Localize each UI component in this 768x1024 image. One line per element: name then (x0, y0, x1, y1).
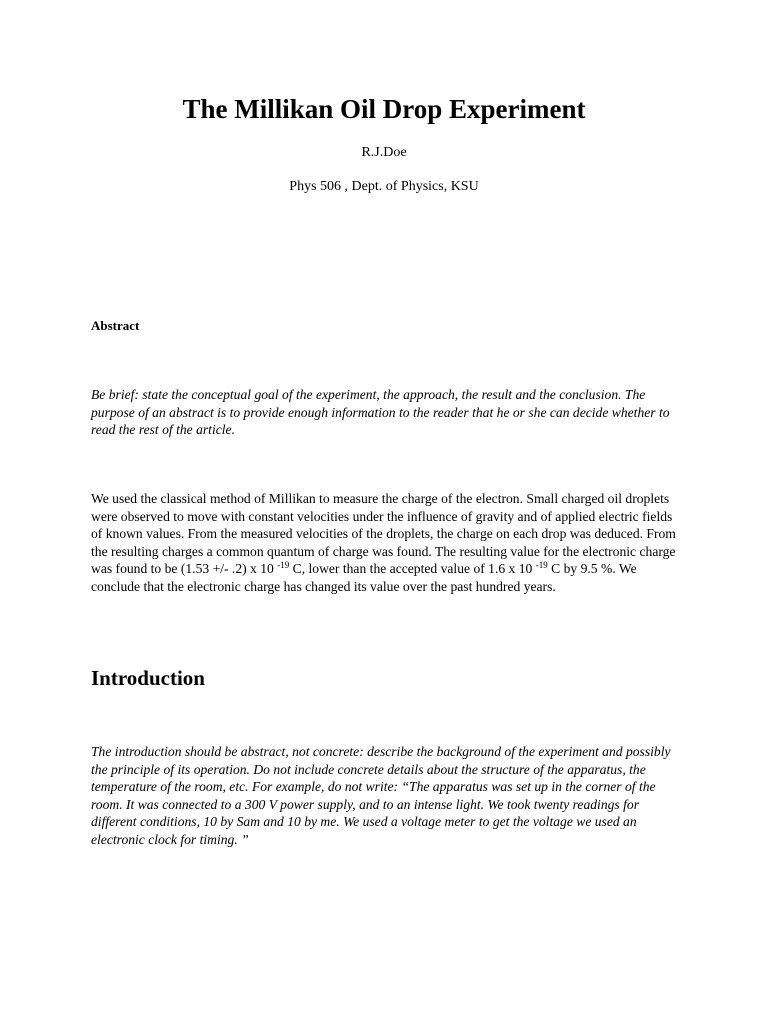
abstract-body-text-1: We used the classical method of Millikan to measure the charge of the electron. Small charged oil droplets were observed to move with constant velocities under the influence of gravity and of applied electric fields of known values. From the measured velocities of the droplets, the charge on each drop was deduced. From the resulting charges a common quantum of charge was found. The resulting value for the electronic charge was found to be (1.53 +/- .2) x 10 (91, 491, 676, 576)
abstract-body-text-3: C by 9.5 %. We conclude that the electronic charge has changed its value over the past hundred years. (91, 561, 637, 594)
abstract-body (91, 490, 687, 595)
exponent-1: -19 (277, 560, 290, 570)
introduction-guidance: The introduction should be abstract, not concrete: describe the background of the experiment and possibly the principle of its operation. Do not include concrete details about the structure of the apparatus, the temperature of the room, etc. For example, do not write: “The apparatus was set up in the corner of the room. It was connected to a 300 V power supply, and to an intense light. We took twenty readings for different conditions, 10 by Sam and 10 by me. We used a voltage meter to get the voltage we used an electronic clock for timing. ” (91, 744, 671, 847)
abstract-guidance: Be brief: state the conceptual goal of the experiment, the approach, the result and the conclusion. The purpose of an abstract is to provide enough information to the reader that he or she can decide whether to read the rest of the article. (91, 387, 670, 437)
document-title: The Millikan Oil Drop Experiment (182, 94, 586, 124)
abstract-body-text-2: C, lower than the accepted value of 1.6 x 10 (289, 561, 536, 576)
affiliation: Phys 506 , Dept. of Physics, KSU (289, 179, 479, 194)
abstract-heading: Abstract (91, 318, 140, 333)
author-name: R.J.Doe (361, 145, 407, 160)
exponent-2: -19 (535, 560, 548, 570)
introduction-heading: Introduction (91, 666, 205, 690)
